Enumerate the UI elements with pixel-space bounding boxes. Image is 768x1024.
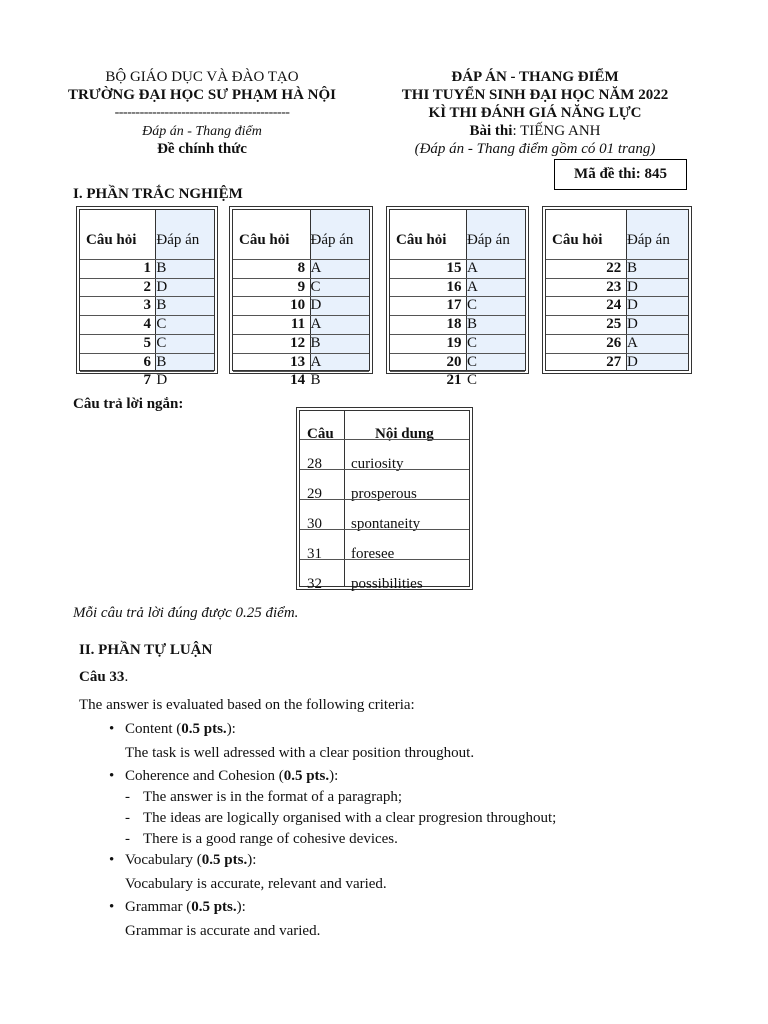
table-header bbox=[546, 232, 688, 250]
question-number: 19 bbox=[446, 334, 462, 351]
table-row bbox=[546, 296, 688, 316]
criterion-detail: There is a good range of cohesive devices. bbox=[143, 831, 398, 847]
header-answer: Đáp án bbox=[310, 232, 354, 248]
criterion-heading bbox=[125, 898, 246, 916]
answer-value: A bbox=[466, 260, 478, 276]
answer-value: D bbox=[626, 297, 638, 314]
table-row bbox=[546, 315, 688, 335]
answer-text: possibilities bbox=[351, 576, 423, 592]
header-right bbox=[385, 68, 685, 158]
answer-table bbox=[76, 206, 218, 389]
dash-icon: - bbox=[125, 831, 130, 847]
question-number: 29 bbox=[307, 486, 322, 502]
criterion-heading bbox=[125, 720, 236, 738]
section2-title: II. PHẦN TỰ LUẬN bbox=[79, 642, 213, 658]
table-row bbox=[390, 259, 525, 279]
dash-icon: - bbox=[125, 789, 130, 805]
table-row bbox=[546, 334, 688, 354]
answer-text: curiosity bbox=[351, 456, 404, 472]
table-row bbox=[233, 315, 369, 335]
answer-value: D bbox=[310, 297, 322, 314]
header-answer: Đáp án bbox=[156, 232, 200, 248]
question-33-label bbox=[79, 668, 128, 686]
doc-title: ĐÁP ÁN - THANG ĐIỂM bbox=[451, 69, 619, 85]
short-answer-row bbox=[300, 471, 469, 501]
question-number: 10 bbox=[290, 297, 306, 314]
question-number: 16 bbox=[446, 278, 462, 295]
answer-value: B bbox=[156, 260, 167, 276]
answer-value: C bbox=[156, 316, 167, 333]
criterion-detail: The ideas are logically organised with a clear progresion throughout; bbox=[143, 810, 557, 826]
question-number: 14 bbox=[290, 372, 306, 389]
answer-value: C bbox=[156, 334, 167, 351]
criterion-points: 0.5 pts. bbox=[283, 768, 330, 784]
short-answer-row bbox=[300, 441, 469, 471]
question-number: 25 bbox=[606, 316, 622, 333]
question-number: 7 bbox=[143, 372, 152, 389]
table-header bbox=[233, 232, 369, 250]
header-question: Câu hỏi bbox=[396, 232, 447, 248]
table-row bbox=[80, 334, 214, 354]
criterion-detail: The answer is in the format of a paragraph; bbox=[143, 789, 403, 805]
question-number: 30 bbox=[307, 516, 322, 532]
bullet-icon: • bbox=[109, 899, 115, 915]
header-question: Câu hỏi bbox=[552, 232, 603, 248]
question-number: 2 bbox=[143, 278, 152, 295]
question-number: 8 bbox=[297, 260, 306, 276]
exam-code-box: Mã đề thi: 845 bbox=[554, 159, 687, 190]
answer-value: B bbox=[310, 372, 321, 389]
subject-line bbox=[385, 122, 685, 140]
bullet-icon: • bbox=[109, 721, 115, 737]
test-name: KÌ THI ĐÁNH GIÁ NĂNG LỰC bbox=[428, 105, 642, 121]
question-number: 22 bbox=[606, 260, 622, 276]
header-question: Câu hỏi bbox=[239, 232, 290, 248]
row-divider bbox=[300, 499, 469, 500]
answer-value: B bbox=[310, 334, 321, 351]
table-row bbox=[80, 296, 214, 316]
question-number: 15 bbox=[446, 260, 462, 276]
criterion-close: ): bbox=[236, 899, 246, 915]
table-row bbox=[546, 353, 688, 373]
criterion-close: ): bbox=[226, 721, 236, 737]
answer-text: foresee bbox=[351, 546, 395, 562]
table-row bbox=[233, 259, 369, 279]
question-number: 11 bbox=[290, 316, 306, 333]
doc-type: Đáp án - Thang điểm bbox=[142, 124, 262, 139]
dash-icon: - bbox=[125, 810, 130, 826]
subject-label: Bài thi bbox=[469, 123, 513, 139]
score-note: Mỗi câu trả lời đúng được 0.25 điểm. bbox=[73, 605, 299, 621]
answer-table-inner bbox=[232, 209, 370, 389]
criterion-points: 0.5 pts. bbox=[191, 899, 237, 915]
header-answer: Đáp án bbox=[626, 232, 670, 248]
criteria-intro: The answer is evaluated based on the following criteria: bbox=[79, 697, 415, 713]
table-row bbox=[233, 334, 369, 354]
criterion-name: Vocabulary ( bbox=[125, 852, 202, 868]
answer-value: D bbox=[156, 372, 168, 389]
question-number: 5 bbox=[143, 334, 152, 351]
header-answer: Đáp án bbox=[466, 232, 510, 248]
bullet-icon: • bbox=[109, 852, 115, 868]
criterion-detail: The task is well adressed with a clear position throughout. bbox=[125, 745, 475, 761]
table-row bbox=[390, 315, 525, 335]
question-number: 6 bbox=[143, 353, 152, 370]
question-number: 26 bbox=[606, 334, 622, 351]
table-row bbox=[80, 259, 214, 279]
table-row bbox=[80, 371, 214, 391]
answer-value: B bbox=[156, 297, 167, 314]
answer-table-inner bbox=[389, 209, 526, 389]
criterion-points: 0.5 pts. bbox=[201, 852, 248, 868]
answer-value: D bbox=[626, 316, 638, 333]
header-question: Câu bbox=[307, 426, 334, 442]
criterion-name: Coherence and Cohesion ( bbox=[125, 768, 284, 784]
question-number: 27 bbox=[606, 353, 622, 370]
question-number: 20 bbox=[446, 353, 462, 370]
exam-name: THI TUYỂN SINH ĐẠI HỌC NĂM 2022 bbox=[401, 87, 669, 103]
question-number: 3 bbox=[143, 297, 152, 314]
criterion-close: ): bbox=[329, 768, 339, 784]
answer-value: C bbox=[466, 353, 477, 370]
table-row bbox=[233, 353, 369, 373]
answer-table bbox=[229, 206, 373, 389]
answer-value: C bbox=[466, 297, 477, 314]
short-answer-row bbox=[300, 561, 469, 591]
table-row bbox=[80, 315, 214, 335]
question-number: 24 bbox=[606, 297, 622, 314]
criterion-detail: Vocabulary is accurate, relevant and varied. bbox=[125, 876, 387, 892]
question-number: 1 bbox=[143, 260, 152, 276]
table-row bbox=[390, 334, 525, 354]
table-row bbox=[546, 259, 688, 279]
answer-table-inner bbox=[79, 209, 215, 389]
short-answer-table bbox=[296, 407, 473, 590]
header-content: Nội dung bbox=[375, 426, 434, 442]
short-answer-title: Câu trả lời ngắn: bbox=[73, 396, 184, 412]
answer-value: A bbox=[626, 334, 638, 351]
table-header bbox=[80, 232, 214, 250]
answer-table bbox=[386, 206, 529, 389]
short-answer-row bbox=[300, 501, 469, 531]
answer-value: A bbox=[310, 260, 322, 276]
question-number: 4 bbox=[143, 316, 152, 333]
table-row bbox=[80, 278, 214, 298]
question-number: 12 bbox=[290, 334, 306, 351]
answer-text: spontaneity bbox=[351, 516, 421, 532]
answer-value: C bbox=[466, 334, 477, 351]
answer-value: B bbox=[466, 316, 477, 333]
ministry-name: BỘ GIÁO DỤC VÀ ĐÀO TẠO bbox=[105, 69, 299, 85]
answer-table-inner bbox=[545, 209, 689, 371]
official-label: Đề chính thức bbox=[157, 141, 247, 157]
table-row bbox=[390, 278, 525, 298]
criterion-heading bbox=[125, 767, 338, 785]
criterion-detail: Grammar is accurate and varied. bbox=[125, 923, 321, 939]
question-number: Câu 33 bbox=[79, 669, 125, 685]
question-number: 28 bbox=[307, 456, 322, 472]
row-divider bbox=[300, 439, 469, 440]
answer-value: A bbox=[466, 278, 478, 295]
row-divider bbox=[300, 529, 469, 530]
university-name: TRƯỜNG ĐẠI HỌC SƯ PHẠM HÀ NỘI bbox=[67, 87, 337, 103]
table-row bbox=[546, 278, 688, 298]
question-number: 21 bbox=[446, 372, 462, 389]
table-header bbox=[390, 232, 525, 250]
criterion-points: 0.5 pts. bbox=[181, 721, 227, 737]
subject-value: : TIẾNG ANH bbox=[512, 123, 601, 139]
answer-text: prosperous bbox=[351, 486, 417, 502]
header-question: Câu hỏi bbox=[86, 232, 137, 248]
criterion-name: Content ( bbox=[125, 721, 182, 737]
question-number: 32 bbox=[307, 576, 322, 592]
question-number: 13 bbox=[290, 353, 306, 370]
answer-value: B bbox=[626, 260, 637, 276]
header-left bbox=[52, 68, 352, 158]
table-row bbox=[390, 296, 525, 316]
answer-value: D bbox=[626, 278, 638, 295]
answer-value: C bbox=[310, 278, 321, 295]
question-number: 31 bbox=[307, 546, 322, 562]
criterion-heading bbox=[125, 851, 256, 869]
table-row bbox=[233, 296, 369, 316]
answer-value: A bbox=[310, 316, 322, 333]
criterion-name: Grammar ( bbox=[125, 899, 192, 915]
row-divider bbox=[300, 559, 469, 560]
question-number: 18 bbox=[446, 316, 462, 333]
answer-value: C bbox=[466, 372, 477, 389]
question-number: 23 bbox=[606, 278, 622, 295]
question-number: 17 bbox=[446, 297, 462, 314]
row-divider bbox=[300, 469, 469, 470]
table-row bbox=[390, 353, 525, 373]
question-number: 9 bbox=[297, 278, 306, 295]
header-divider: ------------------------------------------ bbox=[114, 105, 290, 120]
short-answer-header bbox=[300, 411, 469, 441]
criterion-close: ): bbox=[247, 852, 257, 868]
table-row bbox=[80, 353, 214, 373]
pages-note: (Đáp án - Thang điểm gồm có 01 trang) bbox=[414, 141, 656, 157]
section1-title: I. PHẦN TRẮC NGHIỆM bbox=[73, 186, 243, 202]
answer-value: D bbox=[626, 353, 638, 370]
answer-value: D bbox=[156, 278, 168, 295]
short-answer-row bbox=[300, 531, 469, 561]
table-row bbox=[390, 371, 525, 391]
table-row bbox=[233, 371, 369, 391]
answer-table bbox=[542, 206, 692, 374]
table-row bbox=[233, 278, 369, 298]
bullet-icon: • bbox=[109, 768, 115, 784]
answer-value: A bbox=[310, 353, 322, 370]
question-suffix: . bbox=[124, 669, 129, 685]
answer-value: B bbox=[156, 353, 167, 370]
